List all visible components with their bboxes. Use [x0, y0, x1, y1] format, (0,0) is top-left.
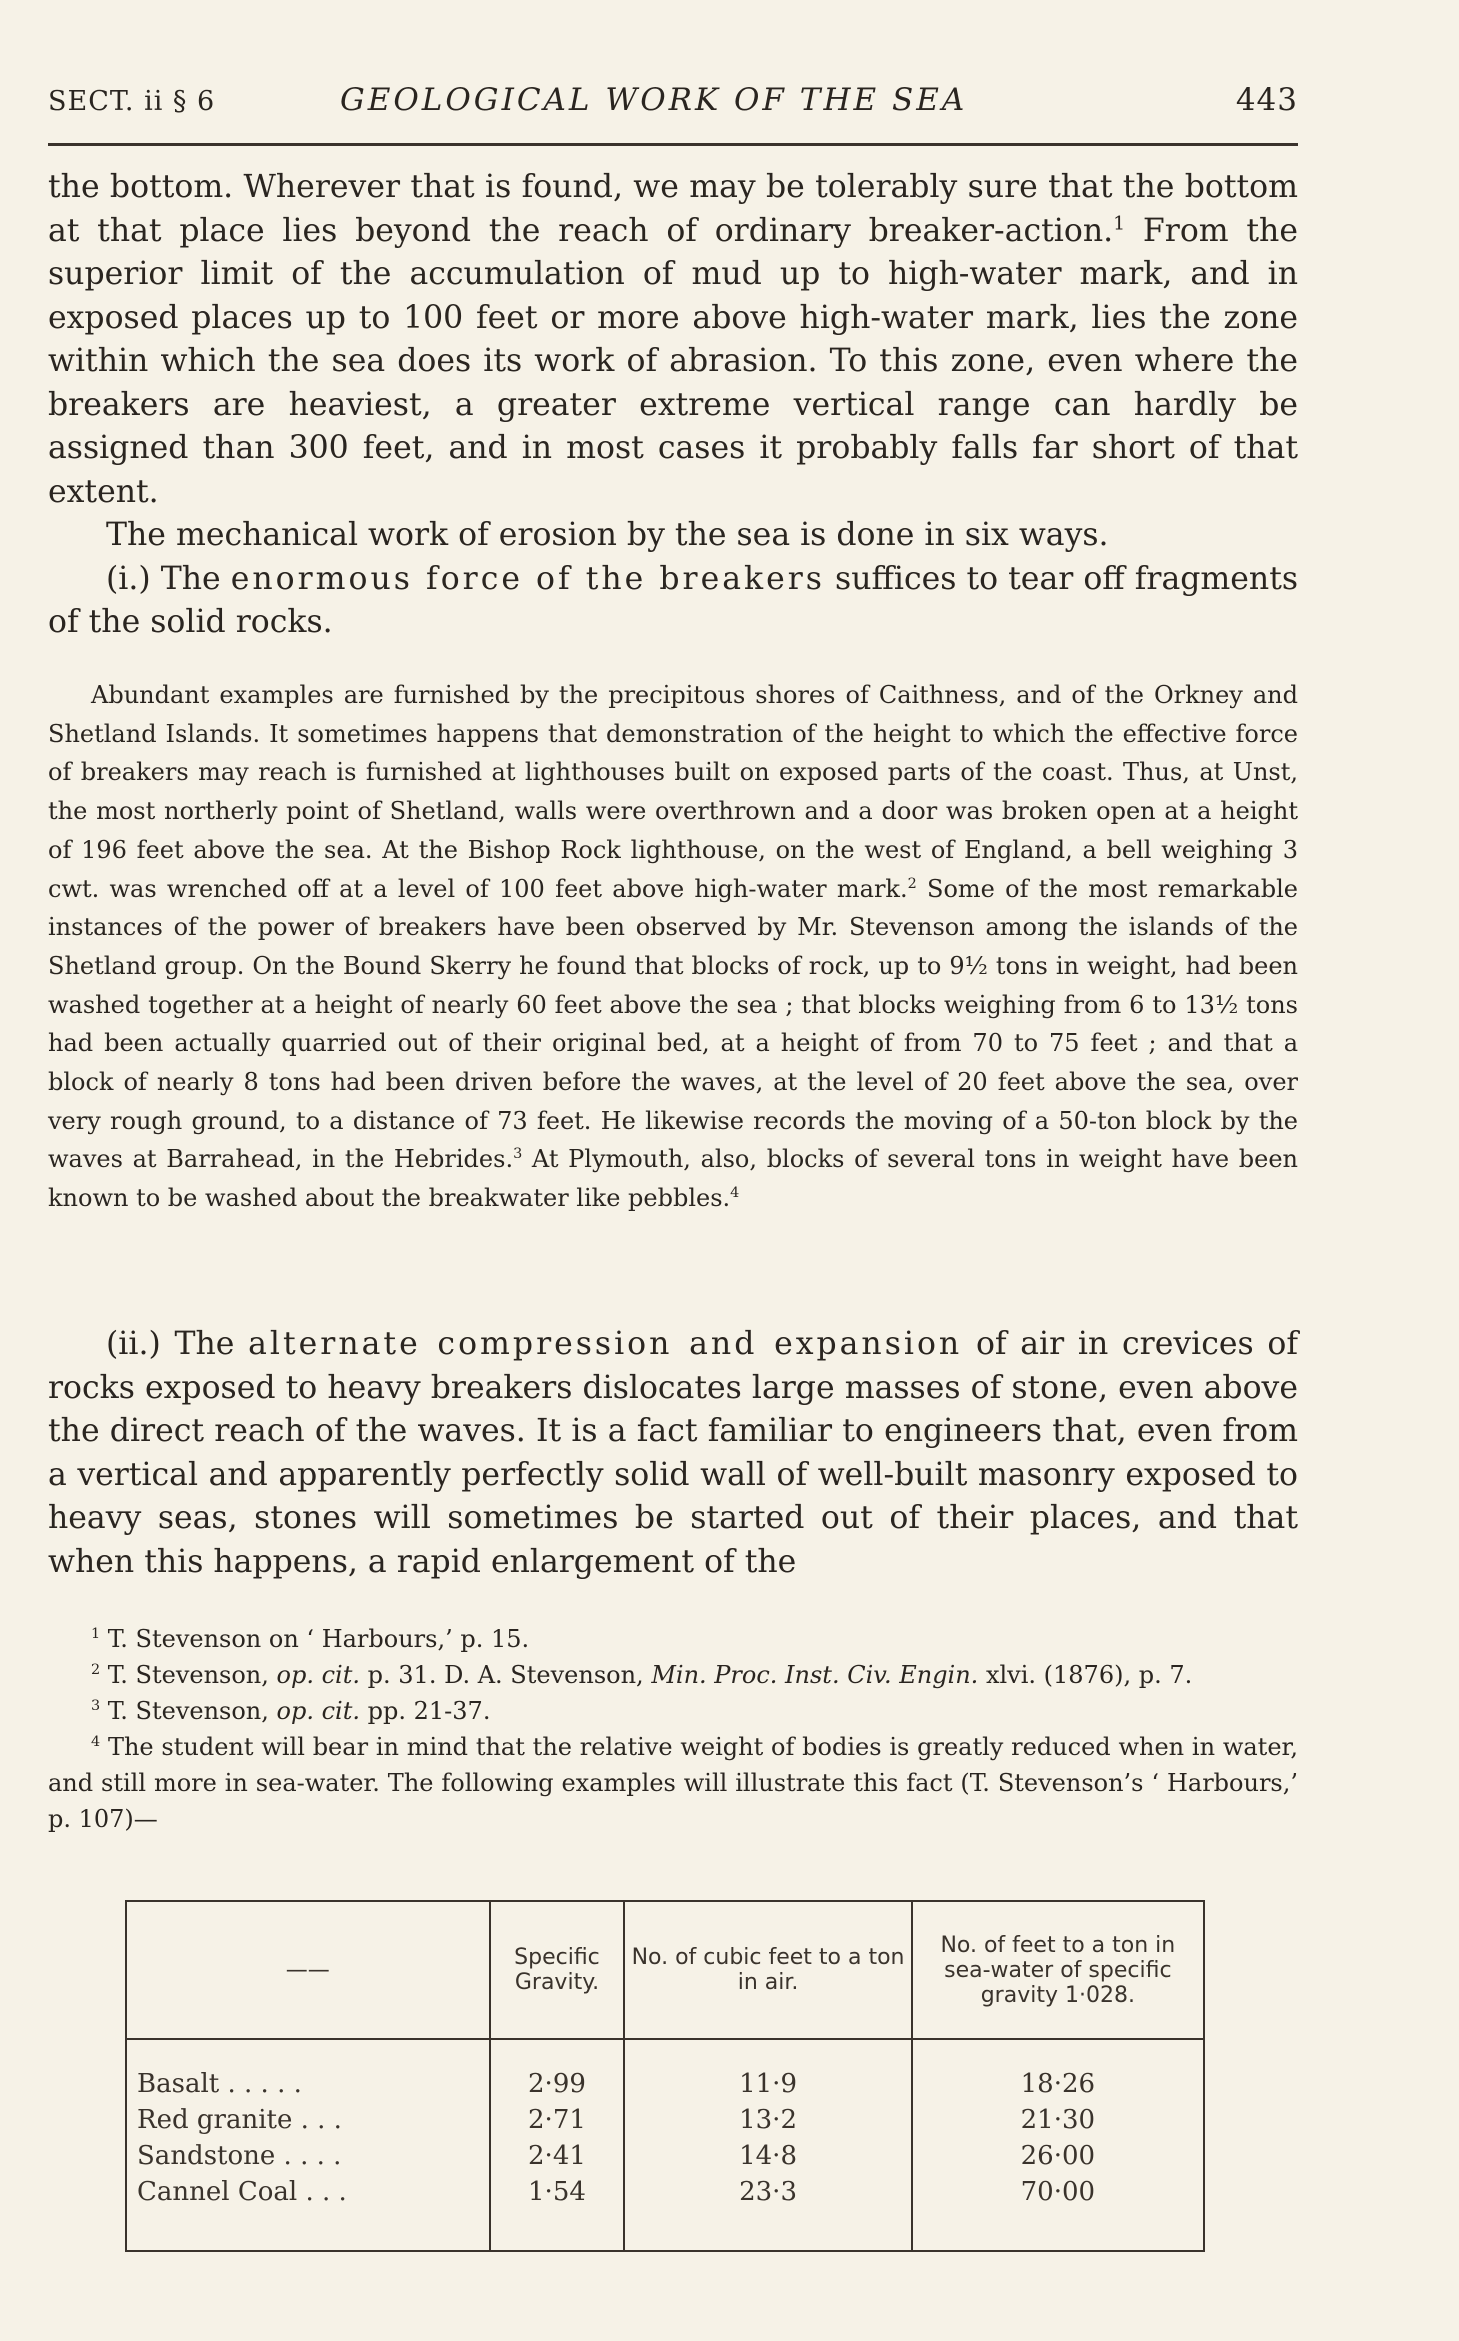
gravity-column [490, 2039, 625, 2251]
book-page [48, 0, 1298, 2341]
running-title: GEOLOGICAL WORK OF THE SEA [340, 82, 968, 118]
footnote-2: $^2$ T. Stevenson, op. cit. p. 31. D. A. Stevenson, Min. Proc. Inst. Civ. Engin. xlvi. (1876), p. 7. [91, 1661, 1193, 1689]
small-print-examples: Abundant examples are furnished by the precipitous shores of Caithness, and of the Orkney and Shetland Islands. It sometimes happens that demonstration of the height to which the effective force of breakers may reach is furnished at lighthouses built on exposed parts of the coast. Thus, at Unst, the most northerly point of Shetland, walls were overthrown and a door was broken open at a height of 196 feet above the sea. At the Bishop Rock lighthouse, on the west of England, a bell weighing 3 cwt. was wrenched off at a level of 100 feet above high-water mark.$^2$ Some of the most remarkable instances of the power of breakers have been observed by Mr. Stevenson among the islands of the Shetland group. On the Bound Skerry he found that blocks of rock, up to 9½ tons in weight, had been washed together at a height of nearly 60 feet above the sea ; that blocks weighing from 6 to 13½ tons had been actually quarried out of their original bed, at a height of from 70 to 75 feet ; and that a block of nearly 8 tons had been driven before the waves, at the level of 20 feet above the sea, over very rough ground, to a distance of 73 feet. He likewise records the moving of a 50-ton block by the waves at Barrahead, in the Hebrides.$^3$ At Plymouth, also, blocks of several tons in weight have been known to be washed about the breakwater like pebbles.$^4$ [48, 681, 1298, 1213]
header-rule [48, 143, 1298, 146]
table-cell: Sandstone . . . . [137, 2141, 342, 2171]
footnote-ref: 3 [513, 1146, 523, 1163]
main-text-bottom [48, 1323, 1298, 1584]
footnote-ref: 2 [907, 875, 917, 892]
table-header-row [126, 1901, 1204, 2039]
table-cell: 2·99 [528, 2069, 586, 2099]
table-cell: Cannel Coal . . . [137, 2177, 347, 2207]
paragraph-compression: (ii.) The alternate compression and expansion of air in crevices of rocks exposed to heavy breakers dislocates large masses of stone, even above the direct reach of the waves. It is a fact familiar to engineers that, even from a vertical and apparently perfectly solid wall of well-built masonry exposed to heavy seas, stones will sometimes be started out of their places, and that when this happens, a rapid enlargement of the [48, 1326, 1298, 1580]
main-text-top [48, 166, 1298, 645]
running-header [48, 82, 1298, 128]
table-header-cell: —— [126, 1901, 490, 2039]
table-cell: 26·00 [1020, 2141, 1096, 2171]
footnote-3: $^3$ T. Stevenson, op. cit. pp. 21-37. [91, 1697, 491, 1725]
table-cell: 1·54 [528, 2177, 586, 2207]
table-cell: Basalt . . . . . [137, 2069, 302, 2099]
table-cell: 11·9 [739, 2069, 797, 2099]
table-cell: 23·3 [739, 2177, 797, 2207]
footnote-ref: 1 [1113, 212, 1126, 234]
material-column [126, 2039, 490, 2251]
table-cell: 2·41 [528, 2141, 586, 2171]
table-cell: 70·00 [1020, 2177, 1096, 2207]
table-cell: 21·30 [1020, 2105, 1096, 2135]
table-cell: Red granite . . . [137, 2105, 342, 2135]
page-number: 443 [1235, 82, 1298, 118]
paragraph-breakers: (i.) The enormous force of the breakers suffices to tear off fragments of the solid rocks. [48, 560, 1299, 640]
seawater-column [912, 2039, 1204, 2251]
table-header-cell: No. of cubic feet to a ton in air. [624, 1901, 911, 2039]
table-header-cell: Specific Gravity. [490, 1901, 625, 2039]
table-cell: 2·71 [528, 2105, 586, 2135]
section-ref: SECT. ii § 6 [48, 86, 216, 117]
footnotes [48, 1621, 1298, 1837]
air-column [624, 2039, 911, 2251]
table-header-cell: No. of feet to a ton in sea-water of specific gravity 1·028. [912, 1901, 1204, 2039]
table-cell: 18·26 [1020, 2069, 1096, 2099]
paragraph-continued: the bottom. Wherever that is found, we may be tolerably sure that the bottom at that place lies beyond the reach of ordinary breaker-action.$^1$ From the superior limit of the accumulation of mud up to high-water mark, and in exposed places up to 100 feet or more above high-water mark, lies the zone within which the sea does its work of abrasion. To this zone, even where the breakers are heaviest, a greater extreme vertical range can hardly be assigned than 300 feet, and in most cases it probably falls far short of that extent. [48, 169, 1298, 510]
footnote-ref: 4 [730, 1185, 740, 1202]
weights-table [125, 1900, 1205, 2252]
footnote-1: $^1$ T. Stevenson on ‘ Harbours,’ p. 15. [91, 1625, 530, 1653]
table-cell: 13·2 [739, 2105, 797, 2135]
footnote-4: $^4$ The student will bear in mind that the relative weight of bodies is greatly reduced when in water, and still more in sea-water. The following examples will illustrate this fact (T. Stevenson’s ‘ Harbours,’ p. 107)— [48, 1733, 1298, 1833]
table-body-row [126, 2039, 1204, 2251]
table-cell: 14·8 [739, 2141, 797, 2171]
paragraph-six-ways: The mechanical work of erosion by the sea is done in six ways. [106, 517, 1109, 553]
